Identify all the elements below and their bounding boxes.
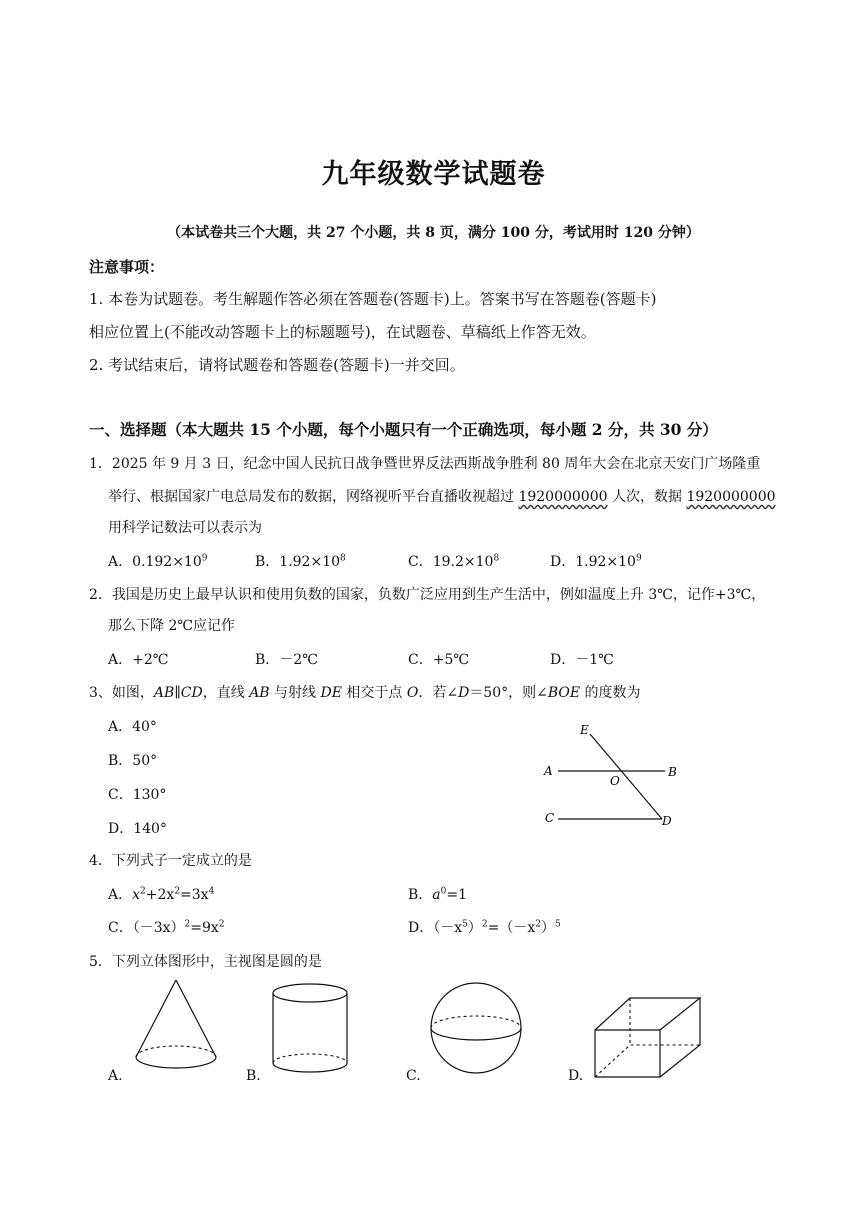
- math-exponent: 4: [208, 886, 215, 897]
- math-term: （－3x）: [132, 920, 185, 936]
- math-term: =1: [446, 887, 468, 903]
- notice-line-3: 2. 考试结束后，请将试题卷和答题卷(答题卡)一并交回。: [89, 356, 465, 374]
- option-label: A．: [108, 887, 133, 903]
- q1-line-1: 1．2025 年 9 月 3 日，纪念中国人民抗日战争暨世界反法西斯战争胜利 80 周年大会在北京天安门广场隆重: [89, 456, 761, 472]
- q4-option-d[interactable]: [408, 917, 561, 937]
- q3-text: 3、如图，: [89, 685, 154, 701]
- math-exponent: 2: [218, 919, 225, 930]
- option-label: B．: [408, 887, 433, 903]
- q3-text: 相交于点: [341, 685, 407, 701]
- option-label: B．: [255, 554, 280, 570]
- label-d: D: [662, 814, 672, 828]
- math-term: +2x: [145, 887, 175, 903]
- q3-math: AB∥CD: [153, 685, 203, 701]
- q1-line-3: 用科学记数法可以表示为: [108, 520, 262, 536]
- sphere-figure: [428, 980, 528, 1080]
- notice-line-2: 相应位置上(不能改动答题卡上的标题题号)，在试题卷、草稿纸上作答无效。: [89, 323, 596, 341]
- q2-option-b[interactable]: B．－2℃: [255, 652, 318, 668]
- math-term: =（－x: [487, 920, 536, 936]
- option-label: C．: [408, 554, 433, 570]
- option-base: 1.92×10: [279, 554, 341, 570]
- label-o: O: [610, 774, 620, 788]
- option-exponent: 9: [201, 553, 208, 564]
- label-a: A: [544, 764, 553, 778]
- label-b: B: [668, 765, 677, 779]
- q5-option-d[interactable]: D.: [568, 1068, 584, 1084]
- q4-option-b[interactable]: [408, 884, 467, 904]
- math-term: x: [132, 887, 141, 903]
- math-exponent: 2: [481, 919, 488, 930]
- q1-option-c[interactable]: [408, 551, 499, 571]
- math-term: ）: [540, 920, 555, 936]
- q5-stem: 5．下列立体图形中，主视图是圆的是: [89, 954, 322, 970]
- math-term: ）: [467, 920, 482, 936]
- q3-math: DE: [320, 685, 342, 701]
- q2-option-d[interactable]: D．－1℃: [550, 652, 614, 668]
- math-exponent: 2: [174, 886, 181, 897]
- q1-number-2: 1920000000: [686, 489, 776, 505]
- q3-stem: [89, 682, 641, 702]
- q1-text-b: 人次，数据: [607, 489, 687, 505]
- option-base: 19.2×10: [432, 554, 494, 570]
- q4-option-c[interactable]: [108, 917, 225, 937]
- q2-line-2: 那么下降 2℃应记作: [108, 618, 236, 634]
- q3-option-b[interactable]: B．50°: [108, 753, 158, 769]
- q3-text: ＝50°，则∠: [469, 685, 548, 701]
- math-term: =3x: [180, 887, 209, 903]
- notice-heading: 注意事项：: [89, 258, 165, 276]
- q5-option-c[interactable]: C.: [406, 1068, 421, 1084]
- option-exponent: 9: [635, 553, 642, 564]
- q3-math: BOE: [547, 685, 581, 701]
- notice-line-1: 1. 本卷为试题卷。考生解题作答必须在答题卷(答题卡)上。答案书写在答题卷(答题卡): [89, 290, 657, 308]
- option-label: C．: [108, 920, 133, 936]
- option-label: D．: [408, 920, 434, 936]
- q3-text: 的度数为: [580, 685, 641, 701]
- q1-line-2: [108, 486, 776, 506]
- math-term: =9x: [190, 920, 219, 936]
- math-exponent: 0: [440, 886, 447, 897]
- ray-de: [590, 734, 662, 819]
- cuboid-figure: [592, 995, 707, 1080]
- q3-math: D: [458, 685, 470, 701]
- math-term: a: [432, 887, 441, 903]
- section-1-heading: 一、选择题（本大题共 15 个小题，每个小题只有一个正确选项，每小题 2 分，共 30 分）: [89, 420, 718, 439]
- q4-option-a[interactable]: [108, 884, 214, 904]
- q4-stem: 4．下列式子一定成立的是: [89, 853, 252, 869]
- math-exponent: 2: [184, 919, 191, 930]
- q2-line-1: 2．我国是历史上最早认识和使用负数的国家，负数广泛应用到生产生活中，例如温度上升 3℃，记作+3℃，: [89, 587, 766, 603]
- q3-math: O: [406, 685, 419, 701]
- q3-math: AB: [249, 685, 270, 701]
- exam-info: （本试卷共三个大题，共 27 个小题，共 8 页，满分 100 分，考试用时 120 分钟）: [167, 225, 700, 241]
- q3-option-d[interactable]: D．140°: [108, 821, 167, 837]
- math-exponent: 5: [462, 919, 468, 930]
- q3-text: 与射线: [269, 685, 321, 701]
- q1-option-d[interactable]: [550, 551, 642, 571]
- option-label: A．: [108, 554, 133, 570]
- option-exponent: 8: [340, 553, 346, 564]
- q1-option-a[interactable]: [108, 551, 207, 571]
- q3-text: ．若∠: [418, 685, 459, 701]
- q2-option-c[interactable]: C．+5℃: [408, 652, 470, 668]
- q5-option-a[interactable]: A.: [108, 1068, 123, 1084]
- cylinder-figure: [268, 980, 358, 1090]
- math-exponent: 2: [140, 886, 146, 897]
- q3-text: ，直线: [202, 685, 250, 701]
- option-base: 1.92×10: [575, 554, 636, 570]
- option-label: D．: [550, 554, 576, 570]
- label-c: C: [545, 811, 555, 825]
- math-exponent: 2: [535, 919, 541, 930]
- math-term: （－x: [433, 920, 463, 936]
- q2-option-a[interactable]: A．+2℃: [108, 652, 169, 668]
- q3-option-a[interactable]: A．40°: [108, 719, 157, 735]
- q1-number-1: 1920000000: [518, 489, 608, 505]
- q5-option-b[interactable]: B.: [246, 1068, 261, 1084]
- option-exponent: 8: [493, 553, 500, 564]
- q3-option-c[interactable]: C．130°: [108, 787, 167, 803]
- cone-figure: [125, 978, 225, 1088]
- page-title: 九年级数学试题卷: [321, 159, 546, 190]
- math-exponent: 5: [554, 919, 561, 930]
- q1-text-a: 举行、根据国家广电总局发布的数据，网络视听平台直播收视超过: [108, 489, 519, 505]
- q1-option-b[interactable]: [255, 551, 346, 571]
- q3-parallel-lines-figure: [540, 718, 690, 830]
- label-e: E: [580, 723, 589, 737]
- option-base: 0.192×10: [132, 554, 202, 570]
